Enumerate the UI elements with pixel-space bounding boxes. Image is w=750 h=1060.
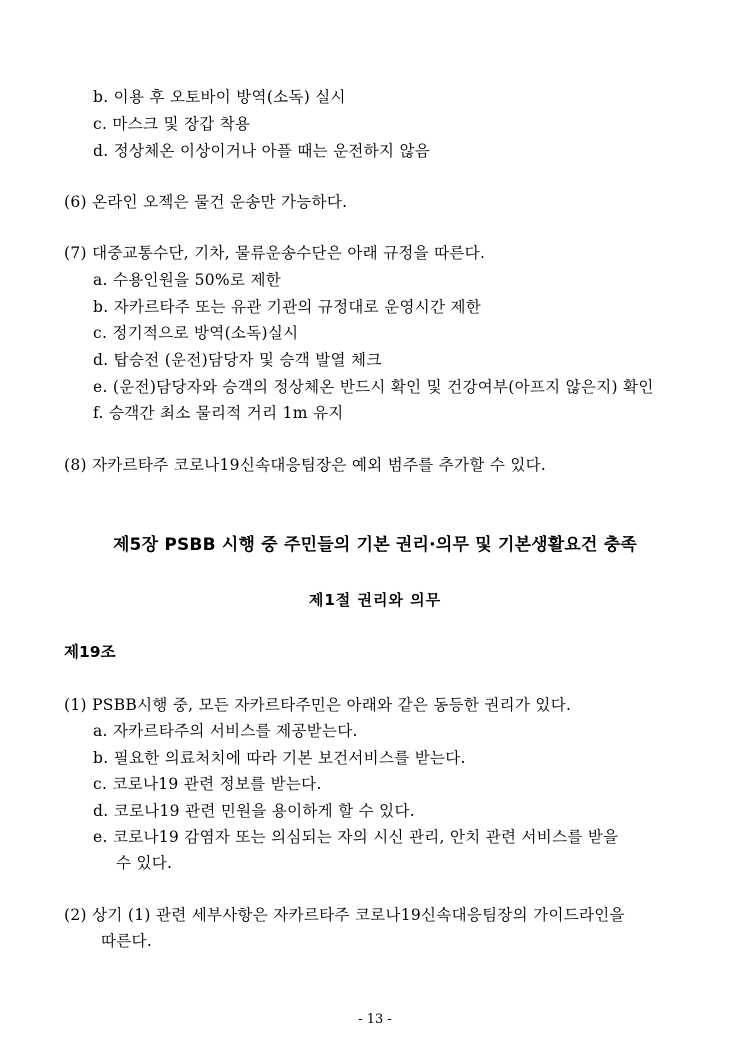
chapter-title: 제5장 PSBB 시행 중 주민들의 기본 권리·의무 및 기본생활요건 충족 — [112, 535, 638, 555]
list-item: e. (운전)담당자와 승객의 정상체온 반드시 확인 및 건강여부(아프지 않은지) 확인 — [93, 378, 654, 396]
article-19-clause-2-continuation: 따른다. — [101, 932, 153, 950]
article-19-clause-2: (2) 상기 (1) 관련 세부사항은 자카르타주 코로나19신속대응팀장의 가이드라인을 — [64, 906, 625, 924]
list-item: b. 자카르타주 또는 유관 기관의 규정대로 운영시간 제한 — [93, 298, 482, 316]
list-item: c. 코로나19 관련 정보를 받는다. — [93, 775, 322, 793]
list-item: c. 마스크 및 장갑 착용 — [93, 115, 251, 133]
clause-7-heading: (7) 대중교통수단, 기차, 물류운송수단은 아래 규정을 따른다. — [64, 244, 486, 262]
clause-8: (8) 자카르타주 코로나19신속대응팀장은 예외 범주를 추가할 수 있다. — [64, 456, 547, 474]
list-item: b. 필요한 의료처치에 따라 기본 보건서비스를 받는다. — [93, 749, 466, 767]
list-item: d. 정상체온 이상이거나 아플 때는 운전하지 않음 — [93, 142, 430, 160]
list-item: a. 자카르타주의 서비스를 제공받는다. — [93, 722, 358, 740]
clause-6: (6) 온라인 오젝은 물건 운송만 가능하다. — [64, 193, 348, 211]
list-item: b. 이용 후 오토바이 방역(소독) 실시 — [93, 88, 346, 106]
list-item: d. 탑승전 (운전)담당자 및 승객 발열 체크 — [93, 351, 382, 369]
list-item: a. 수용인원을 50%로 제한 — [93, 271, 281, 289]
list-item: f. 승객간 최소 물리적 거리 1m 유지 — [93, 404, 344, 422]
list-item-continuation: 수 있다. — [116, 854, 173, 872]
list-item: e. 코로나19 감염자 또는 의심되는 자의 시신 관리, 안치 관련 서비스를 받을 — [93, 828, 619, 846]
page-number: - 13 - — [358, 1012, 392, 1027]
list-item: c. 정기적으로 방역(소독)실시 — [93, 324, 299, 342]
list-item: d. 코로나19 관련 민원을 용이하게 할 수 있다. — [93, 802, 415, 820]
section-title: 제1절 권리와 의무 — [308, 591, 442, 609]
article-title: 제19조 — [64, 643, 116, 661]
article-19-clause-1-heading: (1) PSBB시행 중, 모든 자카르타주민은 아래와 같은 동등한 권리가 있다. — [64, 696, 572, 714]
